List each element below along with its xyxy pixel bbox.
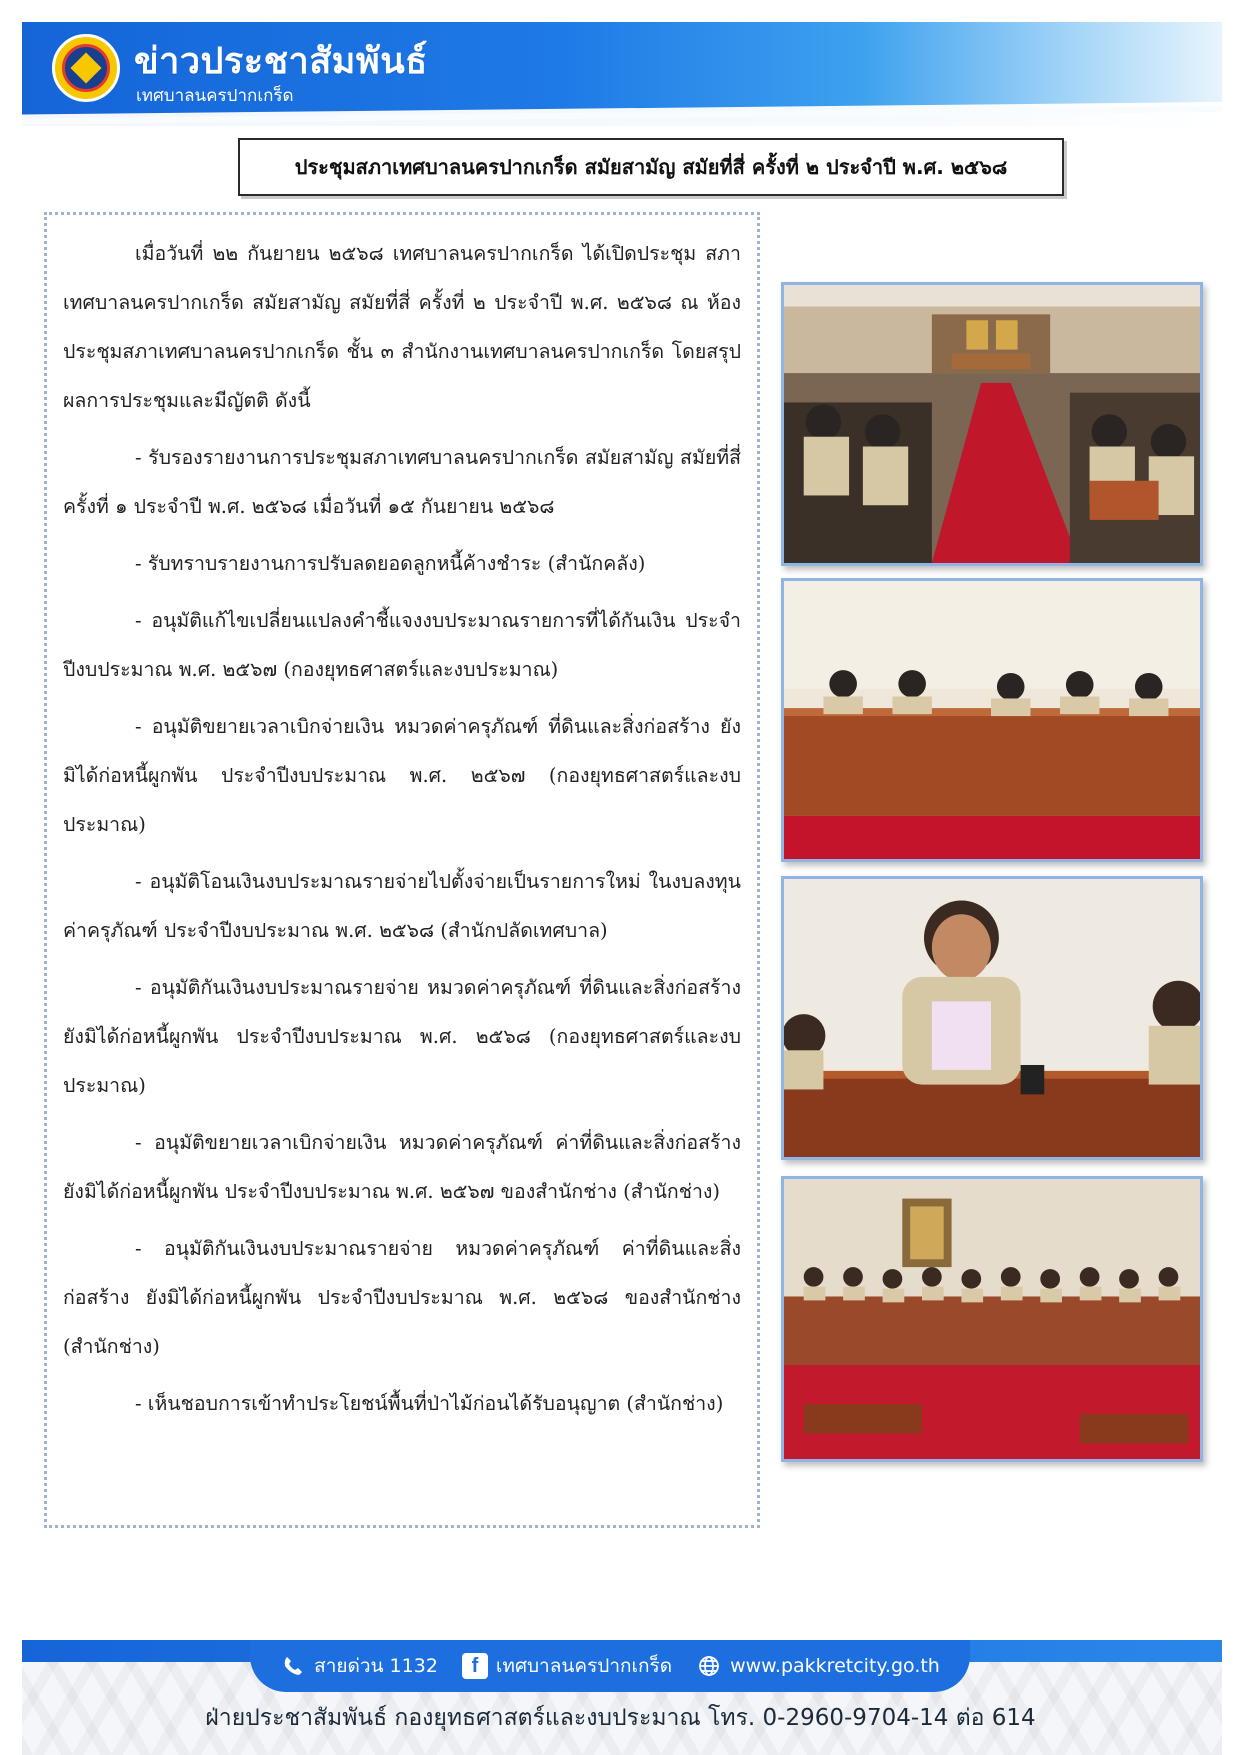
article-body <box>44 212 760 1528</box>
resolution-item: - รับทราบรายงานการปรับลดยอดลูกหนี้ค้างชำระ (สำนักคลัง) <box>135 552 646 575</box>
municipality-logo <box>52 34 120 102</box>
website-link[interactable]: www.pakkretcity.go.th <box>730 1655 940 1677</box>
header-banner <box>22 22 1222 126</box>
phone-icon <box>280 1653 306 1679</box>
resolution-item: - อนุมัติแก้ไขเปลี่ยนแปลงคำชี้แจงงบประมาณรายการที่ได้กันเงิน ประจำปีงบประมาณ พ.ศ. ๒๕๖๗ (กองยุทธศาสตร์และงบประมาณ) <box>63 609 741 681</box>
meeting-photo-executives <box>781 578 1203 862</box>
facebook-icon: f <box>462 1653 488 1679</box>
facebook-text[interactable]: เทศบาลนครปากเกร็ด <box>495 1655 673 1677</box>
globe-icon <box>696 1653 722 1679</box>
footer-links <box>250 1640 970 1692</box>
resolution-item: - อนุมัติกันเงินงบประมาณรายจ่าย หมวดค่าครุภัณฑ์ ที่ดินและสิ่งก่อสร้าง ยังมิได้ก่อหนี้ผูกพัน ประจำปีงบประมาณ พ.ศ. ๒๕๖๘ (กองยุทธศาสตร์และงบประมาณ) <box>63 976 741 1097</box>
article-title: ประชุมสภาเทศบาลนครปากเกร็ด สมัยสามัญ สมัยที่สี่ ครั้งที่ ๒ ประจำปี พ.ศ. ๒๕๖๘ <box>238 138 1064 196</box>
article-intro: เมื่อวันที่ ๒๒ กันยายน ๒๕๖๘ เทศบาลนครปากเกร็ด ได้เปิดประชุม สภาเทศบาลนครปากเกร็ด สมัยสามัญ สมัยที่สี่ ครั้งที่ ๒ ประจำปี พ.ศ. ๒๕๖๘ ณ ห้องประชุมสภาเทศบาลนครปากเกร็ด ชั้น ๓ สำนักงานเทศบาลนครปากเกร็ด โดยสรุปผลการประชุมและมีญัตติ ดังนี้ <box>63 242 741 412</box>
resolution-item: - อนุมัติขยายเวลาเบิกจ่ายเงิน หมวดค่าครุภัณฑ์ ค่าที่ดินและสิ่งก่อสร้าง ยังมิได้ก่อหนี้ผูกพัน ประจำปีงบประมาณ พ.ศ. ๒๕๖๗ ของสำนักช่าง (สำนักช่าง) <box>63 1131 741 1203</box>
footer-contact: ฝ่ายประชาสัมพันธ์ กองยุทธศาสตร์และงบประมาณ โทร. 0-2960-9704-14 ต่อ 614 <box>205 1705 1036 1731</box>
meeting-photo-hall <box>781 282 1203 566</box>
resolution-item: - รับรองรายงานการประชุมสภาเทศบาลนครปากเกร็ด สมัยสามัญ สมัยที่สี่ ครั้งที่ ๑ ประจำปี พ.ศ. ๒๕๖๘ เมื่อวันที่ ๑๕ กันยายน ๒๕๖๘ <box>63 446 741 518</box>
meeting-photo-vote <box>781 1176 1203 1462</box>
resolution-item: - อนุมัติกันเงินงบประมาณรายจ่าย หมวดค่าครุภัณฑ์ ค่าที่ดินและสิ่งก่อสร้าง ยังมิได้ก่อหนี้ผูกพัน ประจำปีงบประมาณ พ.ศ. ๒๕๖๘ ของสำนักช่าง (สำนักช่าง) <box>63 1237 741 1358</box>
header-subtitle: เทศบาลนครปากเกร็ด <box>136 86 294 106</box>
footer-hotline <box>280 1651 438 1681</box>
header-title: ข่าวประชาสัมพันธ์ <box>134 41 428 82</box>
footer-website[interactable] <box>696 1653 940 1679</box>
resolution-item: - อนุมัติขยายเวลาเบิกจ่ายเงิน หมวดค่าครุภัณฑ์ ที่ดินและสิ่งก่อสร้าง ยังมิได้ก่อหนี้ผูกพัน ประจำปีงบประมาณ พ.ศ. ๒๕๖๗ (กองยุทธศาสตร์และงบประมาณ) <box>63 715 741 836</box>
resolution-item: - อนุมัติโอนเงินงบประมาณรายจ่ายไปตั้งจ่ายเป็นรายการใหม่ ในงบลงทุนค่าครุภัณฑ์ ประจำปีงบประมาณ พ.ศ. ๒๕๖๘ (สำนักปลัดเทศบาล) <box>63 870 741 942</box>
footer-facebook[interactable] <box>462 1651 672 1681</box>
hotline-text: สายด่วน 1132 <box>314 1655 438 1677</box>
resolution-item: - เห็นชอบการเข้าทำประโยชน์พื้นที่ป่าไม้ก่อนได้รับอนุญาต (สำนักช่าง) <box>135 1392 724 1415</box>
meeting-photo-speaker <box>781 876 1203 1160</box>
